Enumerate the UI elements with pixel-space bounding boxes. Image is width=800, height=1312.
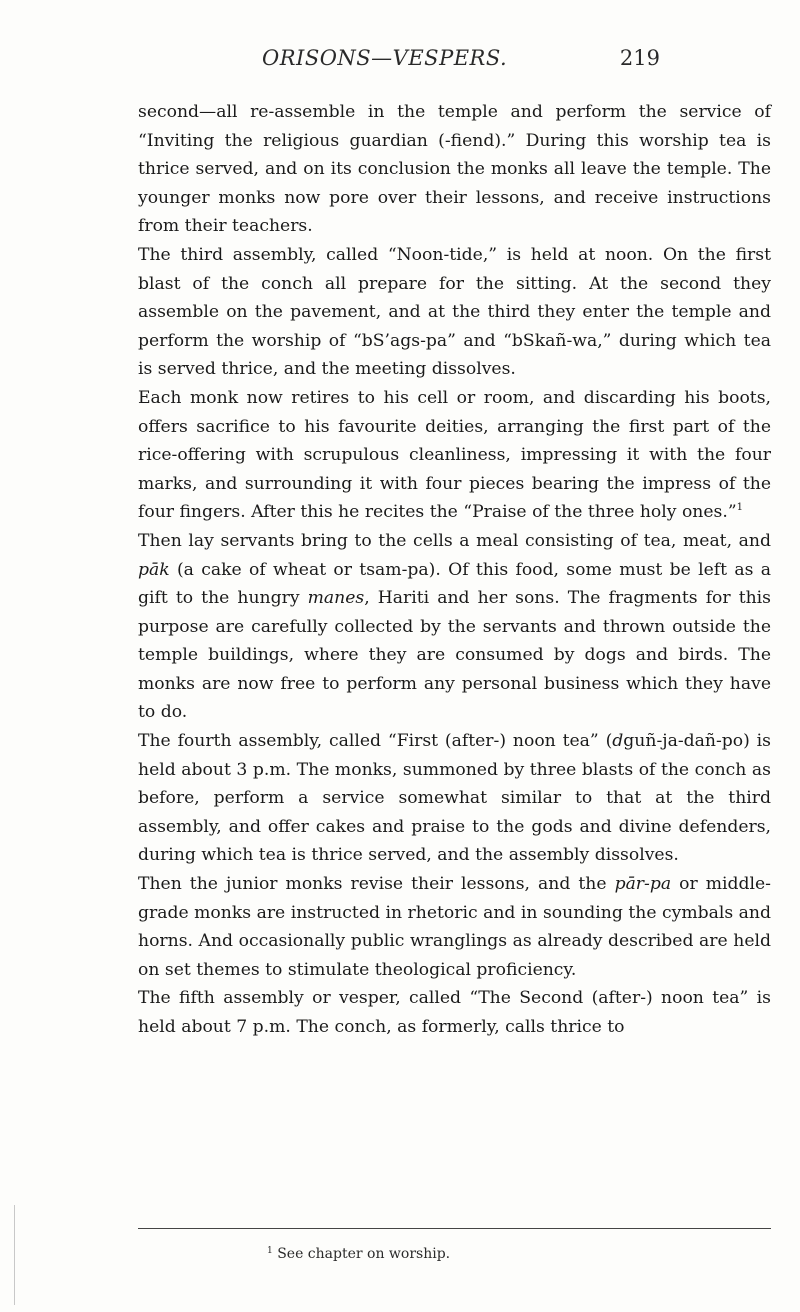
paragraph-6-text-a: Then the junior monks revise their lessons, and the bbox=[138, 874, 615, 895]
scan-margin-line bbox=[14, 1205, 15, 1305]
paragraph-3-text: Each monk now retires to his cell or room, and discarding his boots, offers sacrifice to his favourite deities, arranging the first part of the rice-offering with scrupulous cleanliness, impressing it with the four marks, and surrounding it with four pieces bearing the impress of the four fingers. After this he recites the “Praise of the three holy ones.” bbox=[138, 387, 771, 523]
footnote bbox=[267, 1246, 450, 1262]
paragraph-6-text-b: or middle-grade monks are instructed in rhetoric and in sounding the cymbals and horns. And occasionally public wranglings as already described are held on set themes to stimulate theological proficiency. bbox=[138, 874, 771, 980]
body-text bbox=[138, 98, 771, 1042]
paragraph-7 bbox=[138, 984, 771, 1041]
paragraph-1 bbox=[138, 98, 771, 241]
italic-letter-d: d bbox=[612, 731, 624, 752]
paragraph-7-text: The fifth assembly or vesper, called “The Second (after-) noon tea” is held about 7 p.m. The conch, as formerly, calls thrice to bbox=[138, 988, 771, 1037]
paragraph-2 bbox=[138, 241, 771, 384]
paragraph-5 bbox=[138, 727, 771, 870]
paragraph-5-text-b: guñ-ja-dañ-po) is held about 3 p.m. The monks, summoned by three blasts of the conch as before, perform a service somewhat similar to that at the third assembly, and offer cakes and praise to the gods and divine defenders, during which tea is thrice served, and the assembly dissolves. bbox=[138, 731, 771, 866]
paragraph-1-text: second—all re-assemble in the temple and perform the service of “Inviting the religious guardian (-fiend).” During this worship tea is thrice served, and on its conclusion the monks all leave the temple. The younger monks now pore over their lessons, and receive instructions from their teachers. bbox=[138, 102, 771, 237]
paragraph-6 bbox=[138, 870, 771, 984]
paragraph-5-text-a: The fourth assembly, called “First (after-) noon tea” ( bbox=[138, 731, 613, 752]
italic-term-par-pa: pār-pa bbox=[614, 874, 672, 895]
page-number: 219 bbox=[619, 46, 660, 70]
footnote-divider bbox=[138, 1228, 771, 1229]
footnote-text: See chapter on worship. bbox=[277, 1246, 451, 1262]
paragraph-4-text-c: , Hariti and her sons. The fragments for this purpose are carefully collected by the servants and thrown outside the temple buildings, where they are consumed by dogs and birds. The monks are now free to perform any personal business which they have to do. bbox=[138, 588, 771, 723]
page-header bbox=[0, 46, 800, 76]
running-title: ORISONS—VESPERS. bbox=[262, 46, 508, 70]
footnote-number: 1 bbox=[267, 1246, 273, 1256]
paragraph-2-text: The third assembly, called “Noon-tide,” is held at noon. On the first blast of the conch all prepare for the sitting. At the second they assemble on the pavement, and at the third they enter the temple and perform the worship of “bS’ags-pa” and “bSkañ-wa,” during which tea is served thrice, and the meeting dissolves. bbox=[138, 244, 771, 380]
italic-term-manes: manes bbox=[307, 588, 365, 609]
italic-term-pak: pāk bbox=[138, 559, 170, 580]
paragraph-4-text-b: (a cake of wheat or tsam-pa). Of this food, some must be left as a gift to the hungry bbox=[138, 559, 771, 609]
paragraph-4 bbox=[138, 527, 771, 727]
paragraph-3 bbox=[138, 384, 771, 527]
paragraph-4-text-a: Then lay servants bring to the cells a meal consisting of tea, meat, and bbox=[138, 530, 771, 551]
footnote-reference: 1 bbox=[736, 502, 743, 514]
